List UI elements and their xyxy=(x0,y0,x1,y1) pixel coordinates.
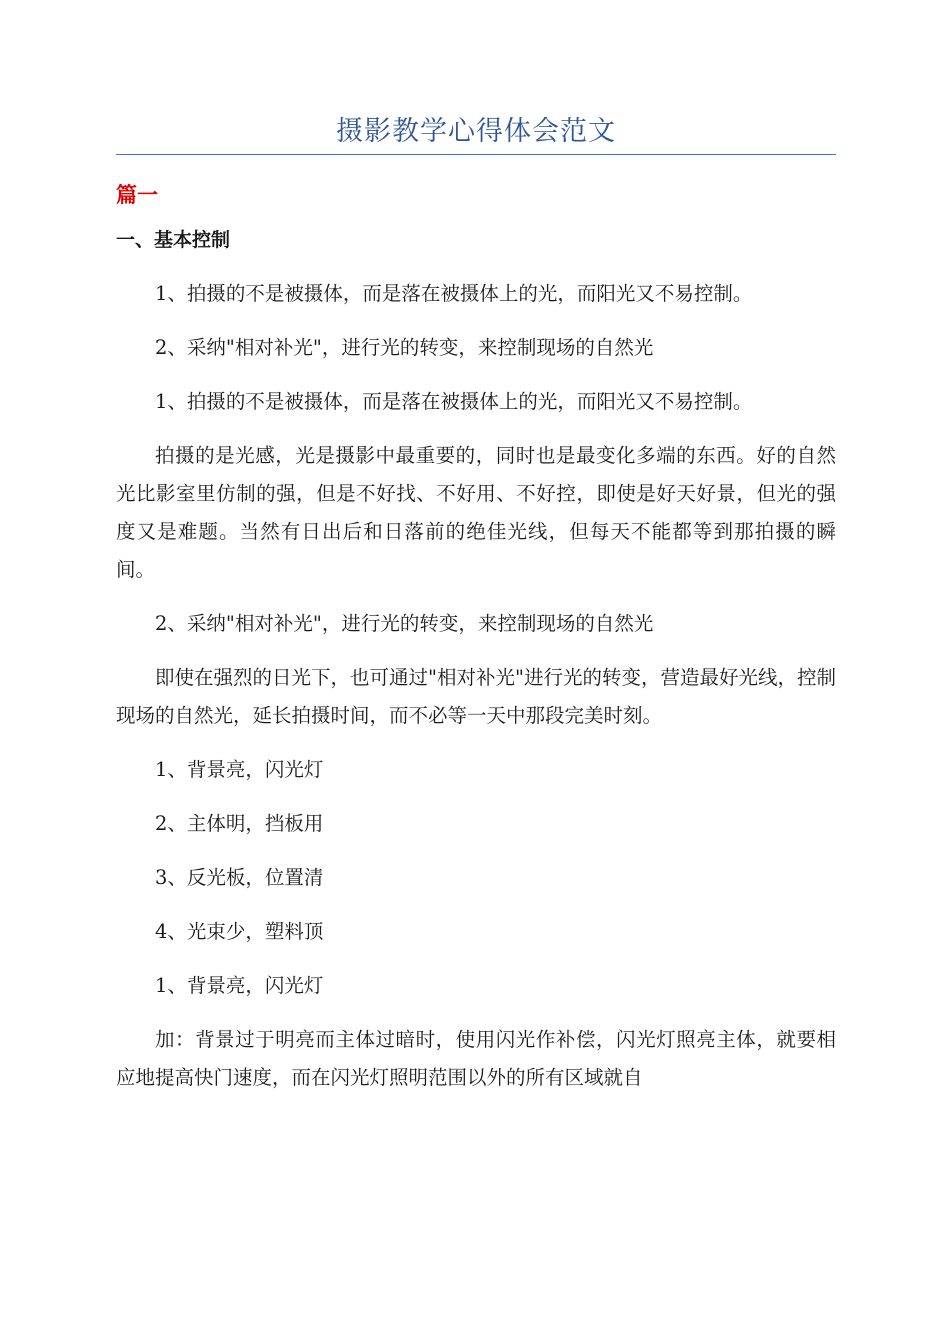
part-heading: 篇一 xyxy=(116,183,158,207)
paragraph-11: 1、背景亮，闪光灯 xyxy=(155,974,324,997)
paragraph-4: 拍摄的是光感，光是摄影中最重要的，同时也是最变化多端的东西。好的自然光比影室里仿制的强，但是不好找、不好用、不好控，即使是好天好景，但光的强度又是难题。当然有日出后和日落前的绝佳光线，但每天不能都等到那拍摄的瞬间。 xyxy=(116,444,836,581)
paragraph-12: 加：背景过于明亮而主体过暗时，使用闪光作补偿，闪光灯照亮主体，就要相应地提高快门速度，而在闪光灯照明范围以外的所有区域就自 xyxy=(116,1028,836,1089)
paragraph-8: 2、主体明，挡板用 xyxy=(155,812,324,835)
paragraph-3: 1、拍摄的不是被摄体，而是落在被摄体上的光，而阳光又不易控制。 xyxy=(155,390,753,413)
paragraph-6: 即使在强烈的日光下，也可通过"相对补光"进行光的转变，营造最好光线，控制现场的自然光，延长拍摄时间，而不必等一天中那段完美时刻。 xyxy=(116,666,836,727)
document-body xyxy=(116,275,836,1113)
paragraph-9: 3、反光板，位置清 xyxy=(155,866,324,889)
paragraph-2: 2、采纳"相对补光"，进行光的转变，来控制现场的自然光 xyxy=(155,336,654,359)
document-page xyxy=(116,0,836,1344)
page-title: 摄影教学心得体会范文 xyxy=(336,116,616,147)
title-divider xyxy=(116,154,836,155)
paragraph-1: 1、拍摄的不是被摄体，而是落在被摄体上的光，而阳光又不易控制。 xyxy=(155,282,753,305)
section-heading: 一、基本控制 xyxy=(116,229,231,251)
paragraph-10: 4、光束少，塑料顶 xyxy=(155,920,324,943)
paragraph-7: 1、背景亮，闪光灯 xyxy=(155,758,324,781)
paragraph-5: 2、采纳"相对补光"，进行光的转变，来控制现场的自然光 xyxy=(155,612,654,635)
